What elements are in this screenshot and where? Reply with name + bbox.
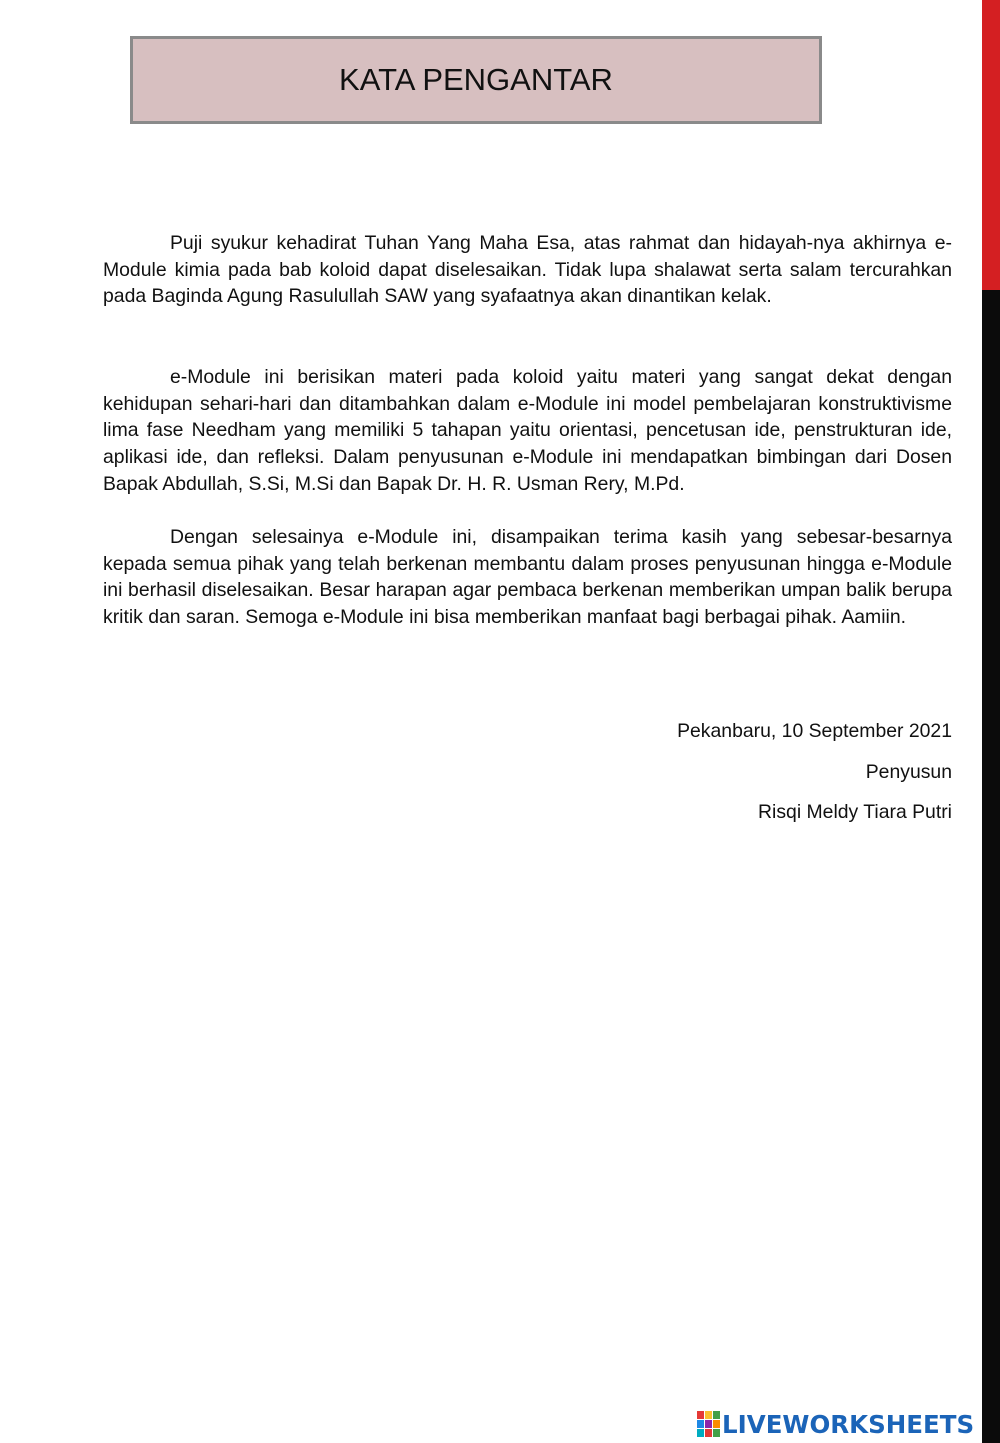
side-accent-bar-red — [982, 0, 1000, 290]
title-box — [130, 36, 822, 124]
paragraph-3-block — [103, 524, 952, 631]
signature-place-date: Pekanbaru, 10 September 2021 — [677, 720, 952, 742]
paragraph-1: Puji syukur kehadirat Tuhan Yang Maha Esa, atas rahmat dan hidayah-nya akhirnya e-Module kimia pada bab koloid dapat diselesaikan. Tidak lupa shalawat serta salam tercurahkan pada Baginda Agung Rasulullah SAW yang syafaatnya akan dinantikan kelak. — [103, 232, 952, 308]
liveworksheets-logo-icon — [697, 1411, 720, 1437]
paragraph-2-block — [103, 364, 952, 498]
paragraph-1-block — [103, 230, 952, 310]
page-title: KATA PENGANTAR — [339, 62, 613, 97]
liveworksheets-watermark — [697, 1410, 974, 1438]
paragraph-2: e-Module ini berisikan materi pada koloid yaitu materi yang sangat dekat dengan kehidupan sehari-hari dan ditambahkan dalam e-Module ini model pembelajaran konstruktivisme lima fase Needham yang memiliki 5 tahapan yaitu orientasi, pencetusan ide, penstrukturan ide, aplikasi ide, dan refleksi. Dalam penyusunan e-Module ini mendapatkan bimbingan dari Dosen Bapak Abdullah, S.Si, M.Si dan Bapak Dr. H. R. Usman Rery, M.Pd. — [103, 366, 952, 495]
watermark-text: LIVEWORKSHEETS — [722, 1409, 975, 1439]
paragraph-3: Dengan selesainya e-Module ini, disampaikan terima kasih yang sebesar-besarnya kepada semua pihak yang telah berkenan membantu dalam proses penyusunan hingga e-Module ini berhasil diselesaikan. Besar harapan agar pembaca berkenan memberikan umpan balik berupa kritik dan saran. Semoga e-Module ini bisa memberikan manfaat bagi berbagai pihak. Aamiin. — [103, 526, 952, 629]
signature-role: Penyusun — [865, 761, 952, 783]
signature-name: Risqi Meldy Tiara Putri — [758, 801, 952, 823]
side-accent-bar-black — [982, 290, 1000, 1443]
